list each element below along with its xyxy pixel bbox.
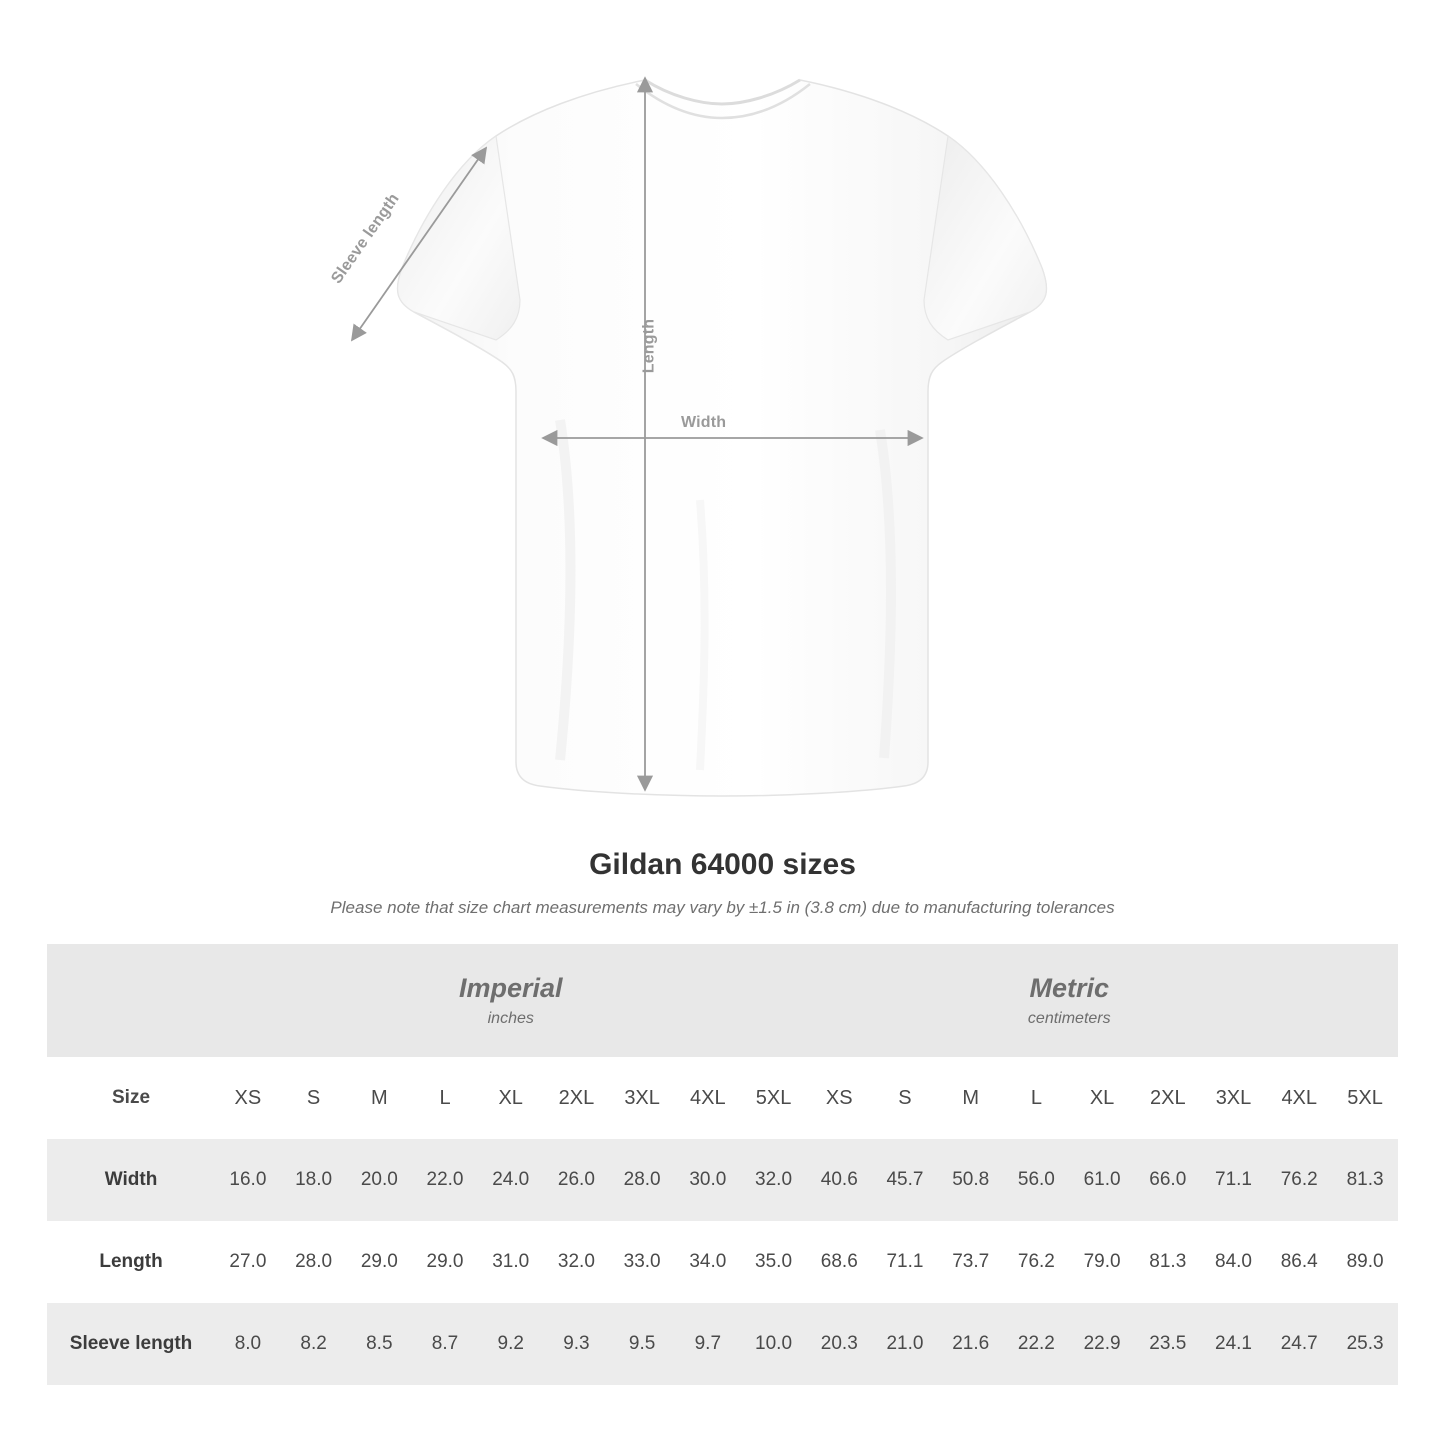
size-col-xl-met: XL <box>1069 1057 1135 1139</box>
cell-width-11: 50.8 <box>938 1139 1004 1221</box>
cell-width-7: 30.0 <box>675 1139 741 1221</box>
size-col-s-imp: S <box>281 1057 347 1139</box>
cell-width-12: 56.0 <box>1004 1139 1070 1221</box>
cell-width-16: 76.2 <box>1266 1139 1332 1221</box>
size-col-2xl-imp: 2XL <box>544 1057 610 1139</box>
unit-spacer <box>47 944 215 1057</box>
cell-sleeve-9: 20.3 <box>806 1303 872 1385</box>
cell-width-8: 32.0 <box>741 1139 807 1221</box>
cell-width-2: 20.0 <box>346 1139 412 1221</box>
size-col-3xl-imp: 3XL <box>609 1057 675 1139</box>
cell-width-15: 71.1 <box>1201 1139 1267 1221</box>
cell-width-6: 28.0 <box>609 1139 675 1221</box>
unit-imperial-name: Imperial <box>458 972 563 1003</box>
cell-width-10: 45.7 <box>872 1139 938 1221</box>
cell-sleeve-15: 24.1 <box>1201 1303 1267 1385</box>
size-col-2xl-met: 2XL <box>1135 1057 1201 1139</box>
cell-sleeve-7: 9.7 <box>675 1303 741 1385</box>
sleeve-length-label: Sleeve length <box>328 190 403 287</box>
unit-metric-sub: centimeters <box>1027 1010 1111 1028</box>
row-label-length: Length <box>47 1221 215 1303</box>
cell-length-0: 27.0 <box>215 1221 281 1303</box>
size-col-4xl-met: 4XL <box>1266 1057 1332 1139</box>
size-col-xs-met: XS <box>806 1057 872 1139</box>
width-label: Width <box>681 414 727 431</box>
cell-length-15: 84.0 <box>1201 1221 1267 1303</box>
cell-length-13: 79.0 <box>1069 1221 1135 1303</box>
cell-length-2: 29.0 <box>346 1221 412 1303</box>
cell-width-1: 18.0 <box>281 1139 347 1221</box>
size-col-m-imp: M <box>346 1057 412 1139</box>
size-col-m-met: M <box>938 1057 1004 1139</box>
row-header-size: Size <box>47 1057 215 1139</box>
size-col-l-imp: L <box>412 1057 478 1139</box>
unit-imperial-sub: inches <box>487 1010 534 1028</box>
size-col-3xl-met: 3XL <box>1201 1057 1267 1139</box>
cell-length-4: 31.0 <box>478 1221 544 1303</box>
cell-length-10: 71.1 <box>872 1221 938 1303</box>
cell-length-8: 35.0 <box>741 1221 807 1303</box>
cell-sleeve-6: 9.5 <box>609 1303 675 1385</box>
cell-sleeve-10: 21.0 <box>872 1303 938 1385</box>
cell-length-16: 86.4 <box>1266 1221 1332 1303</box>
cell-width-0: 16.0 <box>215 1139 281 1221</box>
cell-length-5: 32.0 <box>544 1221 610 1303</box>
cell-sleeve-2: 8.5 <box>346 1303 412 1385</box>
cell-sleeve-13: 22.9 <box>1069 1303 1135 1385</box>
size-col-xs-imp: XS <box>215 1057 281 1139</box>
unit-metric-name: Metric <box>1029 972 1110 1003</box>
cell-length-6: 33.0 <box>609 1221 675 1303</box>
unit-header-row <box>47 944 1398 1057</box>
table-row-length <box>47 1221 1398 1303</box>
title-block <box>0 848 1445 918</box>
size-col-4xl-imp: 4XL <box>675 1057 741 1139</box>
cell-width-5: 26.0 <box>544 1139 610 1221</box>
cell-length-12: 76.2 <box>1004 1221 1070 1303</box>
tolerance-note: Please note that size chart measurements may vary by ±1.5 in (3.8 cm) due to manufacturing tolerances <box>330 898 1115 917</box>
cell-sleeve-0: 8.0 <box>215 1303 281 1385</box>
size-table-wrap <box>47 944 1398 1385</box>
cell-width-4: 24.0 <box>478 1139 544 1221</box>
cell-length-14: 81.3 <box>1135 1221 1201 1303</box>
unit-metric-tail <box>1332 944 1398 1057</box>
size-col-5xl-met: 5XL <box>1332 1057 1398 1139</box>
cell-sleeve-11: 21.6 <box>938 1303 1004 1385</box>
cell-length-9: 68.6 <box>806 1221 872 1303</box>
size-col-xl-imp: XL <box>478 1057 544 1139</box>
cell-width-13: 61.0 <box>1069 1139 1135 1221</box>
cell-sleeve-17: 25.3 <box>1332 1303 1398 1385</box>
table-row-width <box>47 1139 1398 1221</box>
cell-length-17: 89.0 <box>1332 1221 1398 1303</box>
cell-width-3: 22.0 <box>412 1139 478 1221</box>
cell-width-9: 40.6 <box>806 1139 872 1221</box>
cell-sleeve-14: 23.5 <box>1135 1303 1201 1385</box>
cell-sleeve-4: 9.2 <box>478 1303 544 1385</box>
table-row-sleeve-length <box>47 1303 1398 1385</box>
page-title: Gildan 64000 sizes <box>589 848 856 881</box>
size-table <box>47 944 1398 1385</box>
size-col-5xl-imp: 5XL <box>741 1057 807 1139</box>
size-col-l-met: L <box>1004 1057 1070 1139</box>
cell-length-3: 29.0 <box>412 1221 478 1303</box>
row-label-sleeve-length: Sleeve length <box>47 1303 215 1385</box>
cell-sleeve-3: 8.7 <box>412 1303 478 1385</box>
cell-sleeve-1: 8.2 <box>281 1303 347 1385</box>
cell-length-7: 34.0 <box>675 1221 741 1303</box>
cell-width-17: 81.3 <box>1332 1139 1398 1221</box>
cell-sleeve-5: 9.3 <box>544 1303 610 1385</box>
cell-sleeve-8: 10.0 <box>741 1303 807 1385</box>
unit-group-metric <box>806 944 1332 1057</box>
row-label-width: Width <box>47 1139 215 1221</box>
unit-group-imperial <box>215 944 806 1057</box>
size-col-s-met: S <box>872 1057 938 1139</box>
cell-sleeve-12: 22.2 <box>1004 1303 1070 1385</box>
size-header-row <box>47 1057 1398 1139</box>
cell-sleeve-16: 24.7 <box>1266 1303 1332 1385</box>
length-label: Length <box>640 318 658 374</box>
cell-width-14: 66.0 <box>1135 1139 1201 1221</box>
cell-length-1: 28.0 <box>281 1221 347 1303</box>
cell-length-11: 73.7 <box>938 1221 1004 1303</box>
